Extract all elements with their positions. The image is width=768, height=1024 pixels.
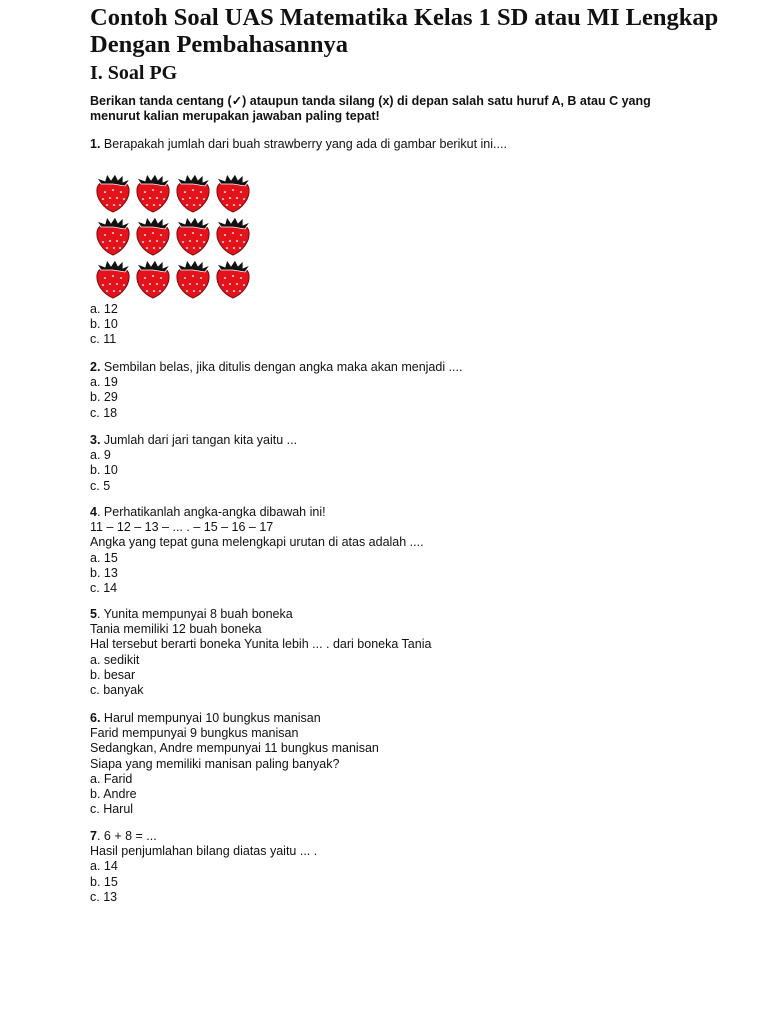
question-number: 4: [90, 505, 97, 519]
question-2: [90, 360, 710, 421]
question-number: 1.: [90, 137, 101, 151]
option-c[interactable]: c. 18: [90, 405, 118, 420]
strawberry-icon: [213, 172, 253, 214]
question-prompt: Angka yang tepat guna melengkapi urutan di atas adalah ....: [90, 535, 424, 550]
section-heading: I. Soal PG: [90, 62, 178, 84]
option-a[interactable]: a. 9: [90, 448, 111, 463]
strawberry-icon: [173, 258, 213, 300]
strawberry-icon: [213, 258, 253, 300]
option-c[interactable]: c. Harul: [90, 802, 134, 817]
question-line: Farid mempunyai 9 bungkus manisan: [90, 726, 299, 741]
number-sequence: 11 – 12 – 13 – ... . – 15 – 16 – 17: [90, 520, 274, 535]
strawberry-icon: [93, 172, 133, 214]
option-b[interactable]: b. 10: [90, 317, 118, 332]
option-c[interactable]: c. 11: [90, 332, 117, 347]
question-prompt: Hasil penjumlahan bilang diatas yaitu ... .: [90, 844, 318, 859]
question-number: 7: [90, 829, 97, 843]
question-number: 2.: [90, 360, 101, 374]
strawberry-image: [93, 172, 253, 298]
question-4: [90, 505, 710, 596]
strawberry-icon: [133, 172, 173, 214]
question-1: [90, 137, 710, 152]
question-5: [90, 607, 710, 698]
strawberry-icon: [93, 258, 133, 300]
question-7: [90, 829, 710, 905]
option-a[interactable]: a. 15: [90, 550, 118, 565]
option-c[interactable]: c. 14: [90, 581, 118, 596]
question-text: 1. Berapakah jumlah dari buah strawberry yang ada di gambar berikut ini....: [90, 137, 507, 151]
option-b[interactable]: b. 10: [90, 463, 118, 478]
question-line: Tania memiliki 12 buah boneka: [90, 622, 262, 637]
option-c[interactable]: c. banyak: [90, 683, 144, 698]
option-b[interactable]: b. Andre: [90, 787, 137, 802]
page-title: Contoh Soal UAS Matematika Kelas 1 SD atau MI Lengkap Dengan Pembahasannya: [90, 4, 719, 58]
question-number: 6.: [90, 711, 101, 725]
question-3: [90, 433, 710, 494]
option-a[interactable]: a. 12: [90, 302, 118, 316]
option-b[interactable]: b. 29: [90, 390, 118, 405]
question-text: 3. Jumlah dari jari tangan kita yaitu ...: [90, 433, 298, 447]
question-number: 5: [90, 607, 97, 621]
question-6: [90, 711, 710, 817]
question-prompt: Siapa yang memiliki manisan paling banyak?: [90, 756, 340, 771]
question-text: 6. Harul mempunyai 10 bungkus manisan: [90, 711, 321, 725]
option-c[interactable]: c. 5: [90, 478, 111, 493]
option-a[interactable]: a. 14: [90, 859, 118, 874]
question-text: 4. Perhatikanlah angka-angka dibawah ini!: [90, 505, 326, 519]
option-b[interactable]: b. 13: [90, 565, 118, 580]
strawberry-icon: [133, 215, 173, 257]
strawberry-icon: [93, 215, 133, 257]
question-1-options: [90, 302, 710, 348]
option-a[interactable]: a. sedikit: [90, 652, 140, 667]
option-b[interactable]: b. besar: [90, 667, 136, 682]
strawberry-icon: [133, 258, 173, 300]
question-line: Sedangkan, Andre mempunyai 11 bungkus manisan: [90, 741, 379, 756]
strawberry-icon: [173, 215, 213, 257]
option-b[interactable]: b. 15: [90, 874, 118, 889]
option-a[interactable]: a. Farid: [90, 771, 133, 786]
question-text: 2. Sembilan belas, jika ditulis dengan angka maka akan menjadi ....: [90, 360, 463, 374]
option-c[interactable]: c. 13: [90, 889, 118, 904]
question-prompt: Hal tersebut berarti boneka Yunita lebih ... . dari boneka Tania: [90, 637, 432, 652]
question-number: 3.: [90, 433, 101, 447]
question-text: 7. 6 + 8 = ...: [90, 829, 157, 843]
option-a[interactable]: a. 19: [90, 375, 118, 390]
instructions: Berikan tanda centang (✓) ataupun tanda silang (x) di depan salah satu huruf A, B atau C yang menurut kalian merupakan jawaban paling tepat!: [90, 94, 651, 123]
question-text: 5. Yunita mempunyai 8 buah boneka: [90, 607, 293, 621]
strawberry-icon: [213, 215, 253, 257]
strawberry-icon: [173, 172, 213, 214]
